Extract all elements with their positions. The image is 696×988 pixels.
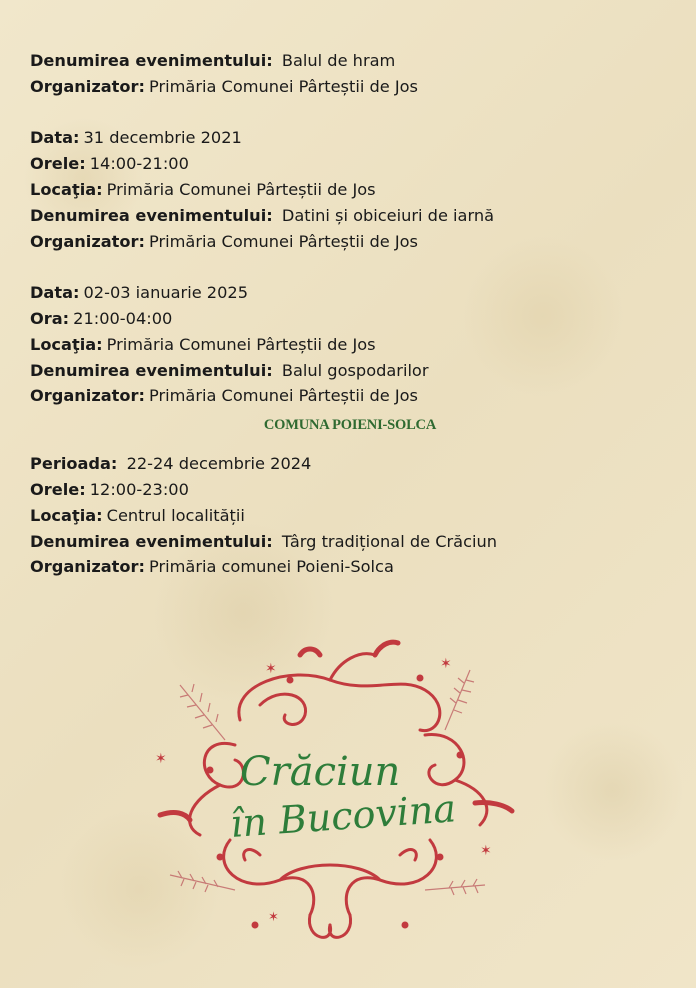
hour-row xyxy=(30,306,670,332)
event-name-value: Târg tradițional de Crăciun xyxy=(281,531,498,551)
organizer-value: Primăria Comunei Pârteștii de Jos xyxy=(149,231,418,251)
hours-label: Orele: xyxy=(30,479,86,499)
event-name-label: Denumirea evenimentului: xyxy=(30,531,273,551)
event-name-value: Balul de hram xyxy=(281,51,396,70)
event-name-label: Denumirea evenimentului: xyxy=(30,205,273,225)
hour-value: 21:00-04:00 xyxy=(73,308,173,328)
event-name-value: Balul gospodarilor xyxy=(281,360,429,380)
location-row xyxy=(30,332,670,358)
spacer xyxy=(30,254,670,280)
hours-value: 12:00-23:00 xyxy=(89,479,189,499)
location-label: Locaţia: xyxy=(30,505,103,525)
star-icon: ✶ xyxy=(265,661,277,677)
organizer-row xyxy=(30,229,670,255)
section-title: COMUNA POIENI-SOLCA xyxy=(263,417,437,434)
star-icon: ✶ xyxy=(268,910,279,925)
organizer-row xyxy=(30,74,670,100)
hours-label: Orele: xyxy=(30,154,86,174)
location-row xyxy=(30,503,670,529)
document-page xyxy=(30,48,670,580)
event-name-label: Denumirea evenimentului: xyxy=(30,51,273,70)
hours-row xyxy=(30,151,670,177)
organizer-value: Primăria Comunei Pârteștii de Jos xyxy=(149,386,418,406)
hours-value: 14:00-21:00 xyxy=(89,154,189,174)
event-name-row xyxy=(30,358,670,384)
event-name-row xyxy=(30,529,670,555)
event-block-balul-gospodarilor xyxy=(30,280,670,409)
date-row xyxy=(30,280,670,306)
organizer-row xyxy=(30,554,670,580)
date-row xyxy=(30,125,670,151)
date-label: Data: xyxy=(30,283,80,303)
craciun-in-bucovina-logo xyxy=(140,625,520,955)
hour-label: Ora: xyxy=(30,308,70,328)
date-value: 02-03 ianuarie 2025 xyxy=(83,283,248,303)
organizer-label: Organizator: xyxy=(30,557,145,577)
ornament-swirl-icon xyxy=(140,625,520,955)
event-block-datini xyxy=(30,125,670,254)
date-label: Data: xyxy=(30,128,80,148)
location-row xyxy=(30,177,670,203)
spacer xyxy=(30,100,670,126)
period-label: Perioada: xyxy=(30,454,118,474)
location-value: Centrul localității xyxy=(106,505,245,525)
organizer-row xyxy=(30,383,670,409)
period-value: 22-24 decembrie 2024 xyxy=(126,454,312,474)
event-block-targ-craciun xyxy=(30,451,670,580)
star-icon: ✶ xyxy=(155,751,167,767)
date-value: 31 decembrie 2021 xyxy=(83,128,242,148)
organizer-value: Primăria Comunei Pârteștii de Jos xyxy=(149,76,418,96)
logo-title-line2: în Bucovina xyxy=(228,786,458,846)
logo-title-line1: Crăciun xyxy=(240,749,401,795)
organizer-label: Organizator: xyxy=(30,76,145,96)
location-value: Primăria Comunei Pârteștii de Jos xyxy=(106,179,376,199)
location-value: Primăria Comunei Pârteștii de Jos xyxy=(106,334,376,354)
location-label: Locaţia: xyxy=(30,179,103,199)
event-name-label: Denumirea evenimentului: xyxy=(30,360,273,380)
period-row xyxy=(30,451,670,477)
organizer-label: Organizator: xyxy=(30,231,145,251)
star-icon: ✶ xyxy=(440,656,452,672)
event-name-row xyxy=(30,48,670,74)
hours-row xyxy=(30,477,670,503)
event-block-balul-de-hram xyxy=(30,48,670,100)
star-icon: ✶ xyxy=(480,843,492,859)
location-label: Locaţia: xyxy=(30,334,103,354)
event-name-value: Datini și obiceiuri de iarnă xyxy=(281,205,495,225)
organizer-value: Primăria comunei Poieni-Solca xyxy=(149,557,394,577)
event-name-row xyxy=(30,203,670,229)
organizer-label: Organizator: xyxy=(30,386,145,406)
